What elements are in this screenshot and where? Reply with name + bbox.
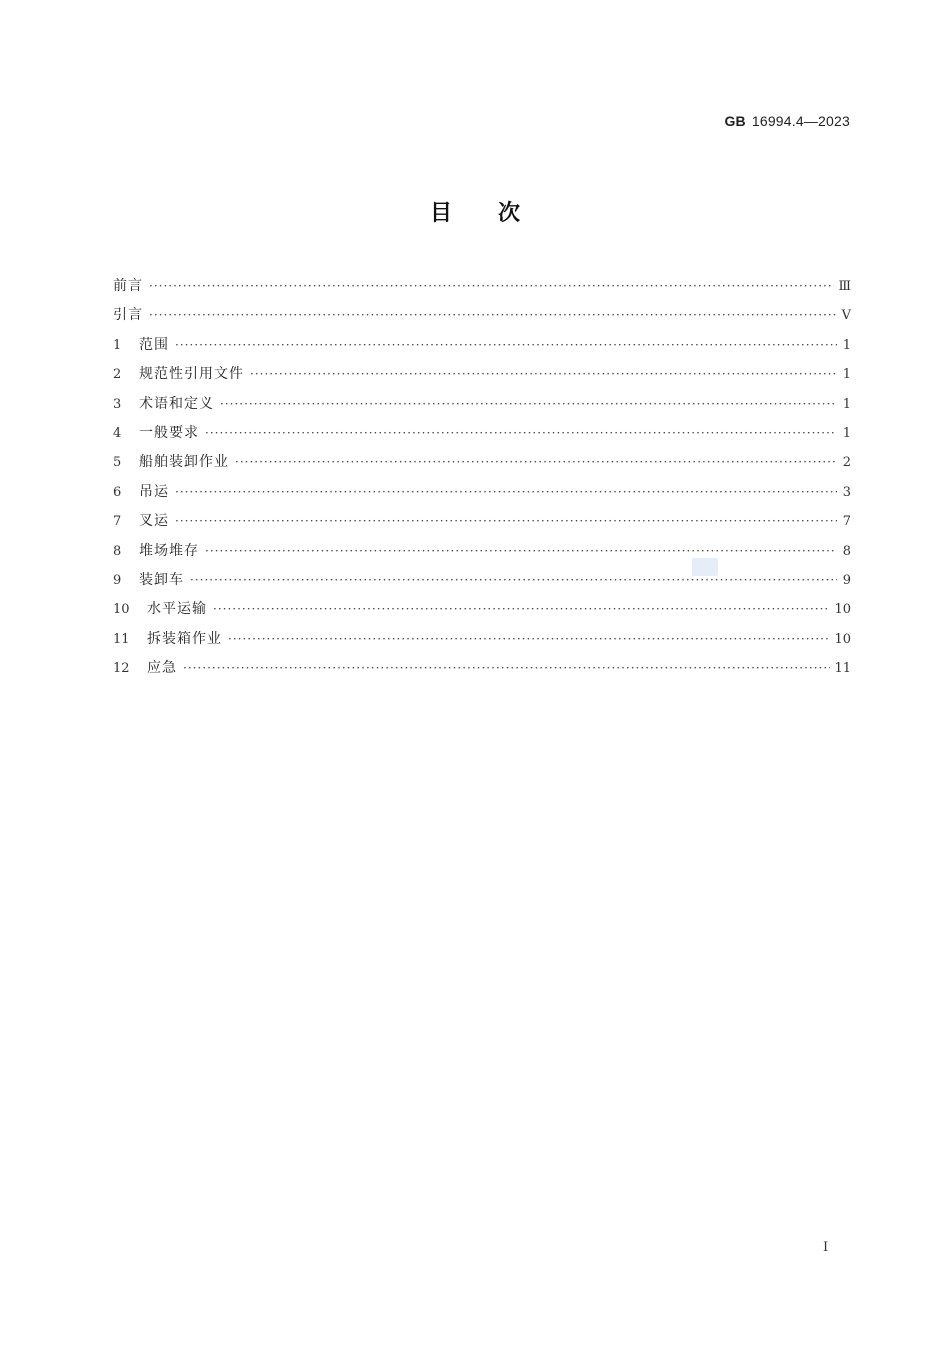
toc-entry-label: 规范性引用文件 (139, 366, 244, 383)
toc-leader-dots (250, 360, 837, 389)
toc-leader-dots (175, 478, 837, 507)
toc-entry-number: 7 (113, 514, 122, 530)
toc-leader-dots (228, 625, 830, 654)
toc-entry-9[interactable] (113, 566, 851, 595)
toc-entry-label: 引言 (113, 307, 143, 324)
toc-entry-number: 11 (113, 631, 130, 647)
page-number: Ⅰ (823, 1240, 829, 1255)
toc-entry-number: 10 (113, 602, 130, 618)
toc-entry-label: 前言 (113, 278, 143, 294)
toc-leader-dots (175, 331, 837, 360)
standard-prefix: GB (724, 113, 746, 129)
toc-entry-number: 8 (113, 543, 122, 559)
toc-entry-page: 2 (842, 455, 851, 471)
toc-entry-number: 2 (113, 367, 122, 383)
toc-leader-dots (213, 595, 830, 624)
toc-leader-dots (149, 272, 834, 301)
toc-entry-page: 7 (842, 514, 851, 530)
toc-entry-label: 叉运 (139, 513, 169, 530)
toc-leader-dots (183, 654, 830, 683)
toc-entry-1[interactable] (113, 331, 851, 360)
toc-entry-foreword[interactable] (113, 272, 851, 301)
toc-entry-label: 术语和定义 (139, 395, 214, 412)
watermark-mark (692, 558, 718, 576)
toc-entry-page: 1 (842, 367, 851, 383)
toc-leader-dots (175, 507, 837, 536)
toc-entry-5[interactable] (113, 448, 851, 477)
toc-entry-label: 船舶装卸作业 (139, 454, 229, 471)
toc-entry-page: 1 (842, 337, 851, 353)
toc-entry-label: 拆装箱作业 (147, 630, 222, 647)
toc-entry-page: 1 (842, 425, 851, 441)
toc-leader-dots (149, 301, 837, 330)
toc-entry-number: 6 (113, 484, 122, 500)
toc-entry-4[interactable] (113, 419, 851, 448)
toc-entry-page: Ⅲ (838, 279, 851, 294)
toc-entry-number: 9 (113, 572, 122, 588)
toc-entry-label: 堆场堆存 (139, 542, 199, 559)
toc-leader-dots (205, 537, 837, 566)
toc-entry-page: 10 (834, 602, 851, 618)
toc-entry-page: Ⅴ (841, 308, 851, 324)
toc-entry-11[interactable] (113, 625, 851, 654)
toc-entry-page: 3 (842, 484, 851, 500)
toc-entry-8[interactable] (113, 537, 851, 566)
toc-leader-dots (220, 390, 837, 419)
toc-entry-6[interactable] (113, 478, 851, 507)
toc-entry-label: 吊运 (139, 483, 169, 500)
toc-entry-number: 3 (113, 396, 122, 412)
standard-code (724, 113, 850, 129)
toc-entry-label: 装卸车 (139, 571, 184, 588)
toc-entry-page: 1 (842, 396, 851, 412)
table-of-contents (113, 272, 851, 683)
toc-entry-page: 10 (834, 631, 851, 647)
toc-entry-introduction[interactable] (113, 301, 851, 330)
toc-leader-dots (205, 419, 837, 448)
toc-entry-page: 8 (842, 543, 851, 559)
toc-entry-number: 1 (113, 337, 122, 353)
standard-number: 16994.4—2023 (751, 113, 850, 129)
toc-entry-7[interactable] (113, 507, 851, 536)
toc-entry-page: 11 (834, 661, 851, 677)
toc-entry-label: 水平运输 (147, 601, 207, 618)
toc-entry-label: 应急 (147, 660, 177, 677)
toc-title: 目次 (429, 201, 566, 226)
toc-entry-label: 一般要求 (139, 424, 199, 441)
toc-entry-number: 4 (113, 425, 122, 441)
toc-entry-10[interactable] (113, 595, 851, 624)
toc-entry-12[interactable] (113, 654, 851, 683)
toc-entry-number: 12 (113, 661, 130, 677)
toc-entry-2[interactable] (113, 360, 851, 389)
toc-entry-label: 范围 (139, 336, 169, 353)
toc-entry-number: 5 (113, 455, 122, 471)
toc-entry-page: 9 (842, 572, 851, 588)
toc-entry-3[interactable] (113, 390, 851, 419)
toc-leader-dots (190, 566, 837, 595)
toc-leader-dots (235, 448, 837, 477)
